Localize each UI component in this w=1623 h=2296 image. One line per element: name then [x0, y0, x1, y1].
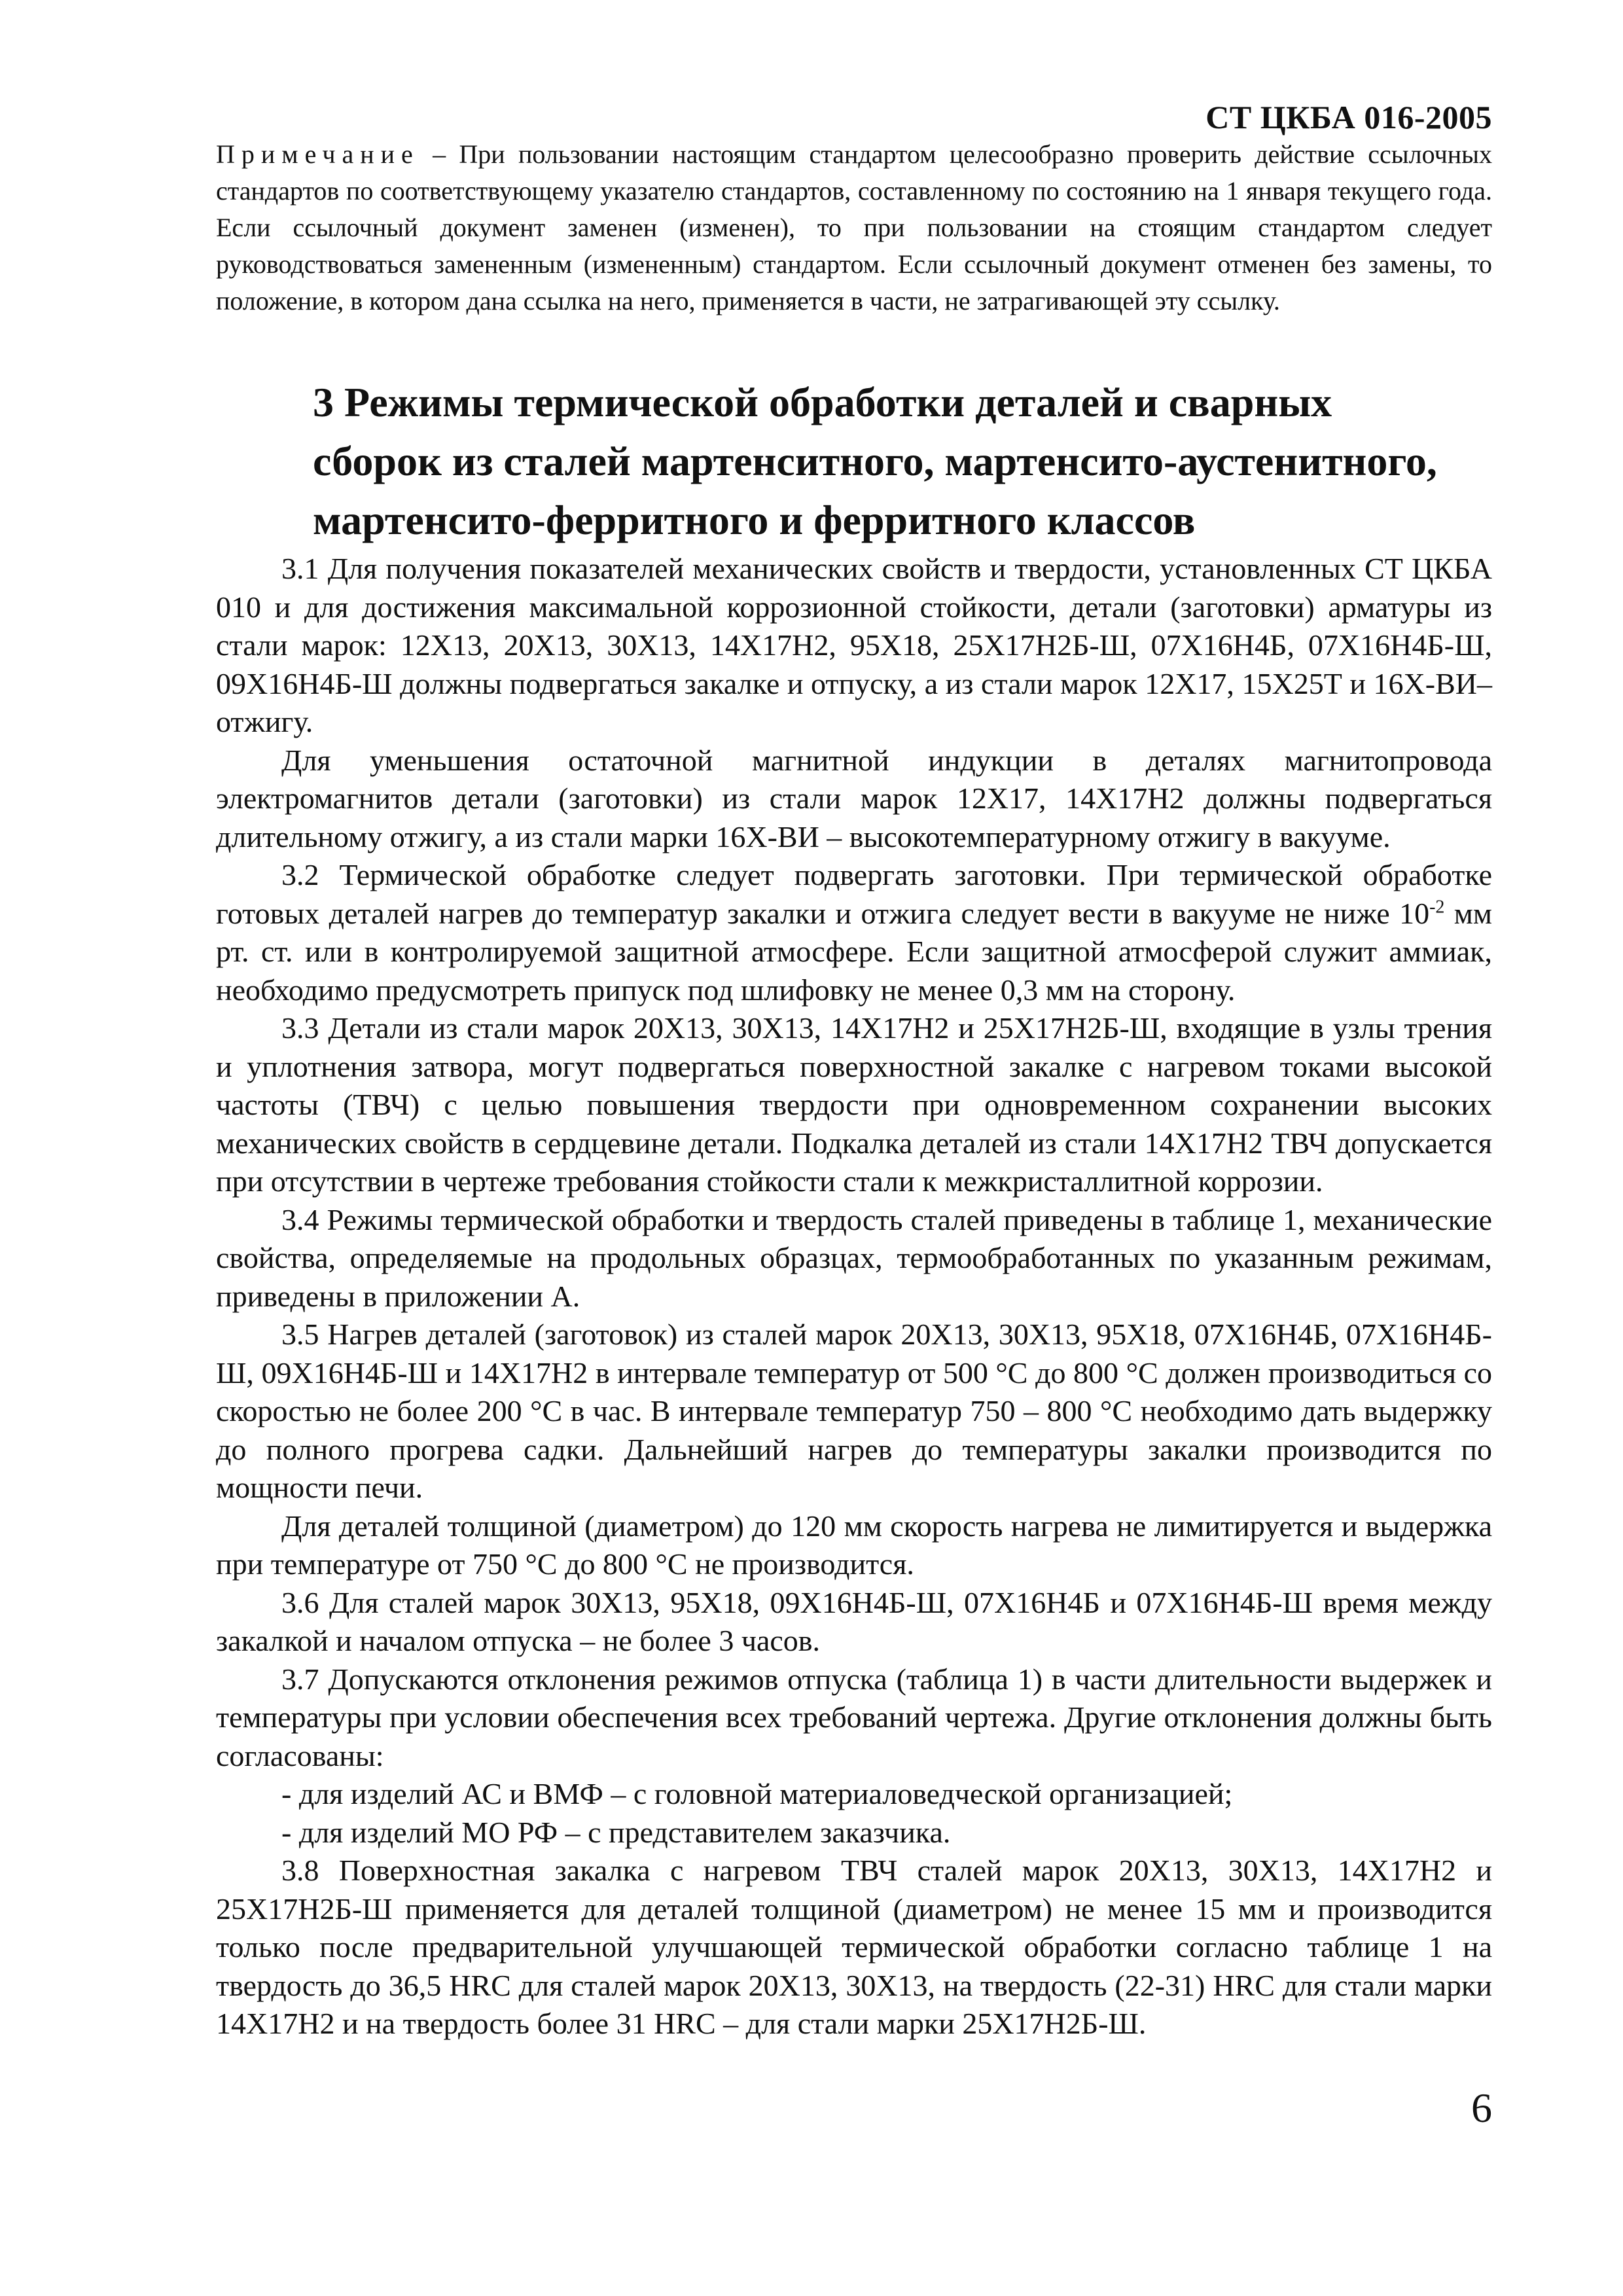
pressure-exponent: -2 [1429, 897, 1445, 918]
section-title: 3 Режимы термической обработки деталей и сварных сборок из сталей мартенситного, мартенсито-аустенитного, мартенсито-ферритного и ферритного классов [313, 379, 1437, 543]
paragraph-3-2 [216, 856, 1492, 1009]
document-code: СТ ЦКБА 016-2005 [1205, 99, 1492, 135]
note-text: – При пользовании настоящим стандартом целесообразно проверить действие ссылочных стандартов по соответствующему указателю стандартов, составленному по состоянию на 1 января текущего года. Если ссылочный документ заменен (изменен), то при пользовании на стоящим стандартом следует руководствоваться замененным (измененным) стандартом. Если ссылочный документ отменен без замены, то положение, в котором дана ссылка на него, применяется в части, не затрагивающей эту ссылку. [216, 139, 1492, 315]
paragraph-3-8: 3.8 Поверхностная закалка с нагревом ТВЧ сталей марок 20Х13, 30Х13, 14Х17Н2 и 25Х17Н2Б-Ш применяется для деталей толщиной (диаметром) не менее 15 мм и производится только после предварительной улучшающей термической обработки согласно таблице 1 на твердость до 36,5 HRC для сталей марок 20Х13, 30Х13, на твердость (22-31) HRC для стали марки 14Х17Н2 и на твердость более 31 HRC – для стали марки 25Х17Н2Б-Ш. [216, 1854, 1492, 2040]
paragraph-3-1: 3.1 Для получения показателей механических свойств и твердости, установленных СТ ЦКБА 010 и для достижения максимальной коррозионной стойкости, детали (заготовки) арматуры из стали марок: 12Х13, 20Х13, 30Х13, 14Х17Н2, 95Х18, 25Х17Н2Б-Ш, 07Х16Н4Б, 07Х16Н4Б-Ш, 09Х16Н4Б-Ш должны подвергаться закалке и отпуску, а из стали марок 12Х17, 15Х25Т и 16Х-ВИ– отжигу. [216, 552, 1492, 738]
note-lead: Примечание [216, 139, 419, 169]
paragraph-3-6: 3.6 Для сталей марок 30Х13, 95Х18, 09Х16Н4Б-Ш, 07Х16Н4Б и 07Х16Н4Б-Ш время между закалкой и началом отпуска – не более 3 часов. [216, 1585, 1492, 1657]
paragraph-3-4: 3.4 Режимы термической обработки и твердость сталей приведены в таблице 1, механические свойства, определяемые на продольных образцах, термообработанных по указанным режимам, приведены в приложении А. [216, 1202, 1492, 1313]
section-body [216, 550, 1492, 2043]
paragraph-3-3: 3.3 Детали из стали марок 20Х13, 30Х13, 14Х17Н2 и 25Х17Н2Б-Ш, входящие в узлы трения и уплотнения затвора, могут подвергаться поверхностной закалке с нагревом токами высокой частоты (ТВЧ) с целью повышения твердости при одновременном сохранении высоких механических свойств в сердцевине детали. Подкалка деталей из стали 14Х17Н2 ТВЧ допускается при отсутствии в чертеже требования стойкости стали к межкристаллитной коррозии. [216, 1011, 1492, 1198]
list-item-mo-rf: - для изделий МО РФ – с представителем заказчика. [281, 1815, 951, 1849]
list-item-as-vmf: - для изделий АС и ВМФ – с головной материаловедческой организацией; [281, 1777, 1233, 1810]
paragraph-3-1-continued: Для уменьшения остаточной магнитной индукции в деталях магнитопровода электромагнитов детали (заготовки) из стали марок 12Х17, 14Х17Н2 должны подвергаться длительному отжигу, а из стали марки 16Х-ВИ – высокотемпературному отжигу в вакууме. [216, 743, 1492, 853]
page-number: 6 [1471, 2085, 1492, 2131]
paragraph-3-2-part-b: мм рт. ст. или в контролируемой защитной атмосфере. Если защитной атмосферой служит аммиак, необходимо предусмотреть припуск под шлифовку не менее 0,3 мм на сторону. [216, 896, 1492, 1007]
paragraph-3-5-continued: Для деталей толщиной (диаметром) до 120 мм скорость нагрева не лимитируется и выдержка при температуре от 750 °С до 800 °С не производится. [216, 1509, 1492, 1581]
paragraph-3-2-part-a: 3.2 Термической обработке следует подвергать заготовки. При термической обработке готовых деталей нагрев до температур закалки и отжига следует вести в вакууме не ниже 10 [216, 858, 1492, 930]
note-block [216, 136, 1492, 319]
paragraph-3-7: 3.7 Допускаются отклонения режимов отпуска (таблица 1) в части длительности выдержек и температуры при условии обеспечения всех требований чертежа. Другие отклонения должны быть согласованы: [216, 1662, 1492, 1772]
paragraph-3-5: 3.5 Нагрев деталей (заготовок) из сталей марок 20Х13, 30Х13, 95Х18, 07Х16Н4Б, 07Х16Н4Б-Ш, 09Х16Н4Б-Ш и 14Х17Н2 в интервале температур от 500 °С до 800 °С должен производиться со скоростью не более 200 °С в час. В интервале температур 750 – 800 °С необходимо дать выдержку до полного прогрева садки. Дальнейший нагрев до температуры закалки производится по мощности печи. [216, 1318, 1492, 1504]
